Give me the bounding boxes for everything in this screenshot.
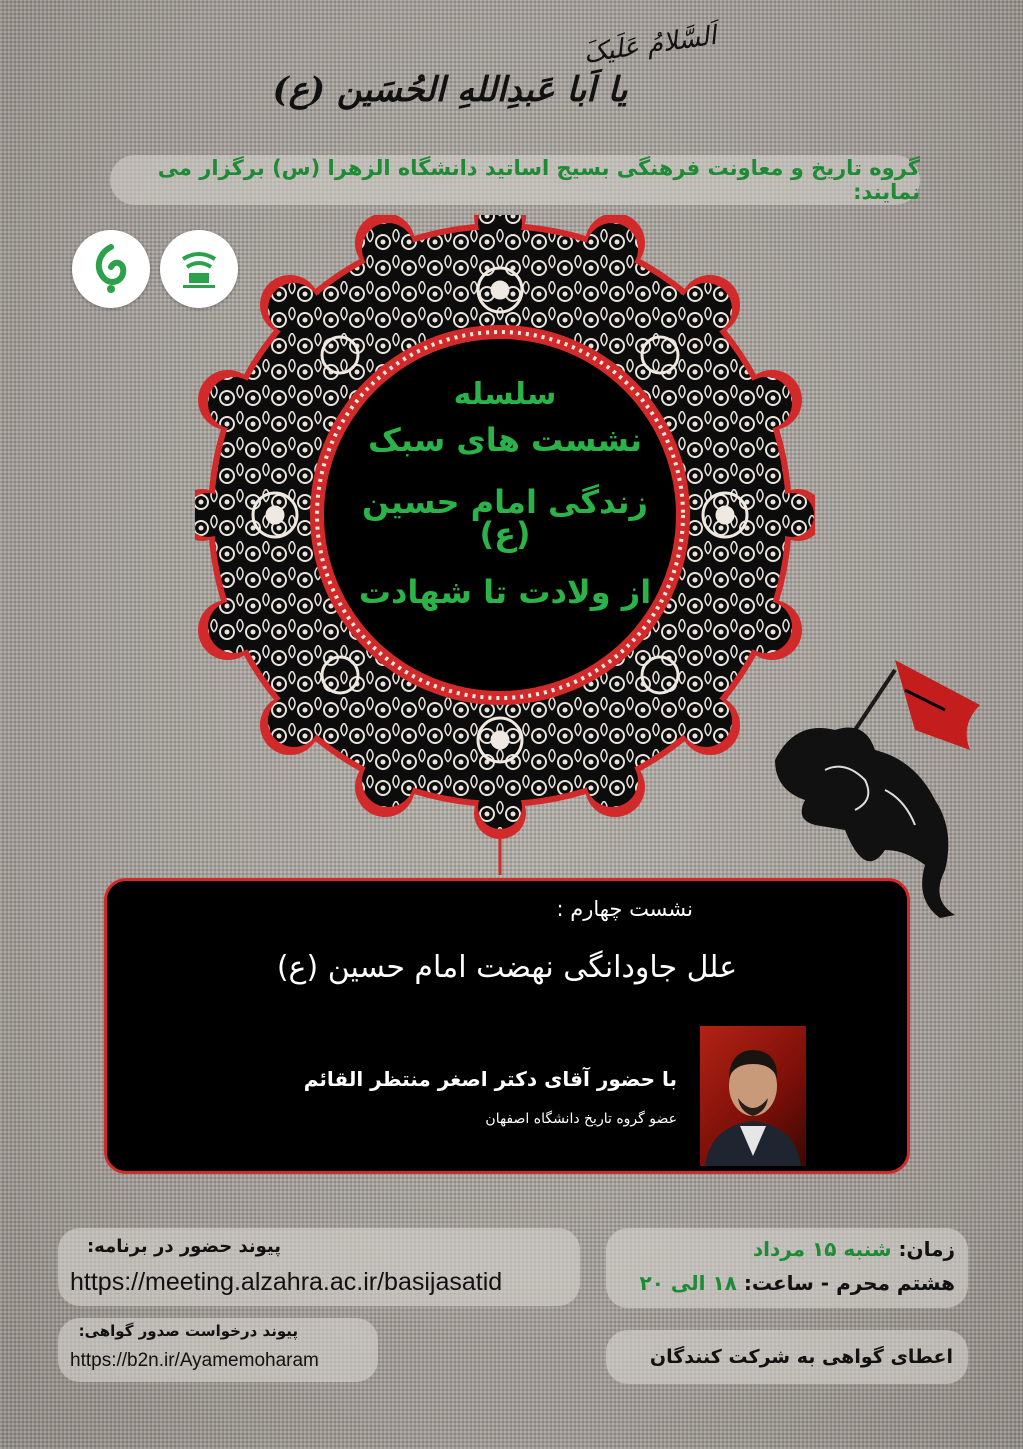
schedule-date-line <box>753 1237 955 1261</box>
certificate-note: اعطای گواهی به شرکت کنندگان <box>649 1346 953 1368</box>
series-line4: از ولادت تا شهادت <box>358 573 652 611</box>
cert-link-label: پیوند درخواست صدور گواهی: <box>78 1322 298 1340</box>
schedule-time-line <box>639 1271 955 1295</box>
speaker-role: عضو گروه تاریخ دانشگاه اصفهان <box>485 1111 677 1127</box>
series-title <box>345 377 665 611</box>
series-line1: سلسله <box>453 377 557 412</box>
session-title: علل جاودانگی نهضت امام حسین (ع) <box>276 950 738 985</box>
time-label: زمان: <box>898 1237 955 1261</box>
schedule-date: شنبه ۱۵ مرداد <box>752 1237 892 1261</box>
schedule-hours: ۱۸ الی ۲۰ <box>639 1271 737 1295</box>
attend-link-url[interactable]: https://meeting.alzahra.ac.ir/basijasatid <box>70 1268 503 1296</box>
speaker-name: با حضور آقای دکتر اصغر منتظر القائم <box>303 1067 677 1091</box>
organizer-banner <box>110 155 920 205</box>
salam-main: یا اَبا عَبدِاللهِ الحُسَین (ع) <box>272 70 628 110</box>
series-line3: زندگی امام حسین (ع) <box>362 483 648 553</box>
series-line2: نشست های سبک <box>367 421 643 459</box>
university-logo-icon <box>72 230 150 308</box>
salam-line: اَلسَّلامُ عَلَیکَ <box>581 20 719 70</box>
organizer-text: گروه تاریخ و معاونت فرهنگی بسیج اساتید دانشگاه الزهرا (س) برگزار می نمایند: <box>157 156 920 204</box>
cert-link-url[interactable]: https://b2n.ir/Ayamemoharam <box>70 1350 319 1371</box>
speaker-photo <box>700 1026 806 1166</box>
schedule-day: هشتم محرم - <box>813 1271 955 1295</box>
attend-link-label: پیوند حضور در برنامه: <box>86 1236 281 1257</box>
hour-label: ساعت: <box>743 1271 814 1295</box>
session-number: نشست چهارم : <box>556 897 693 921</box>
